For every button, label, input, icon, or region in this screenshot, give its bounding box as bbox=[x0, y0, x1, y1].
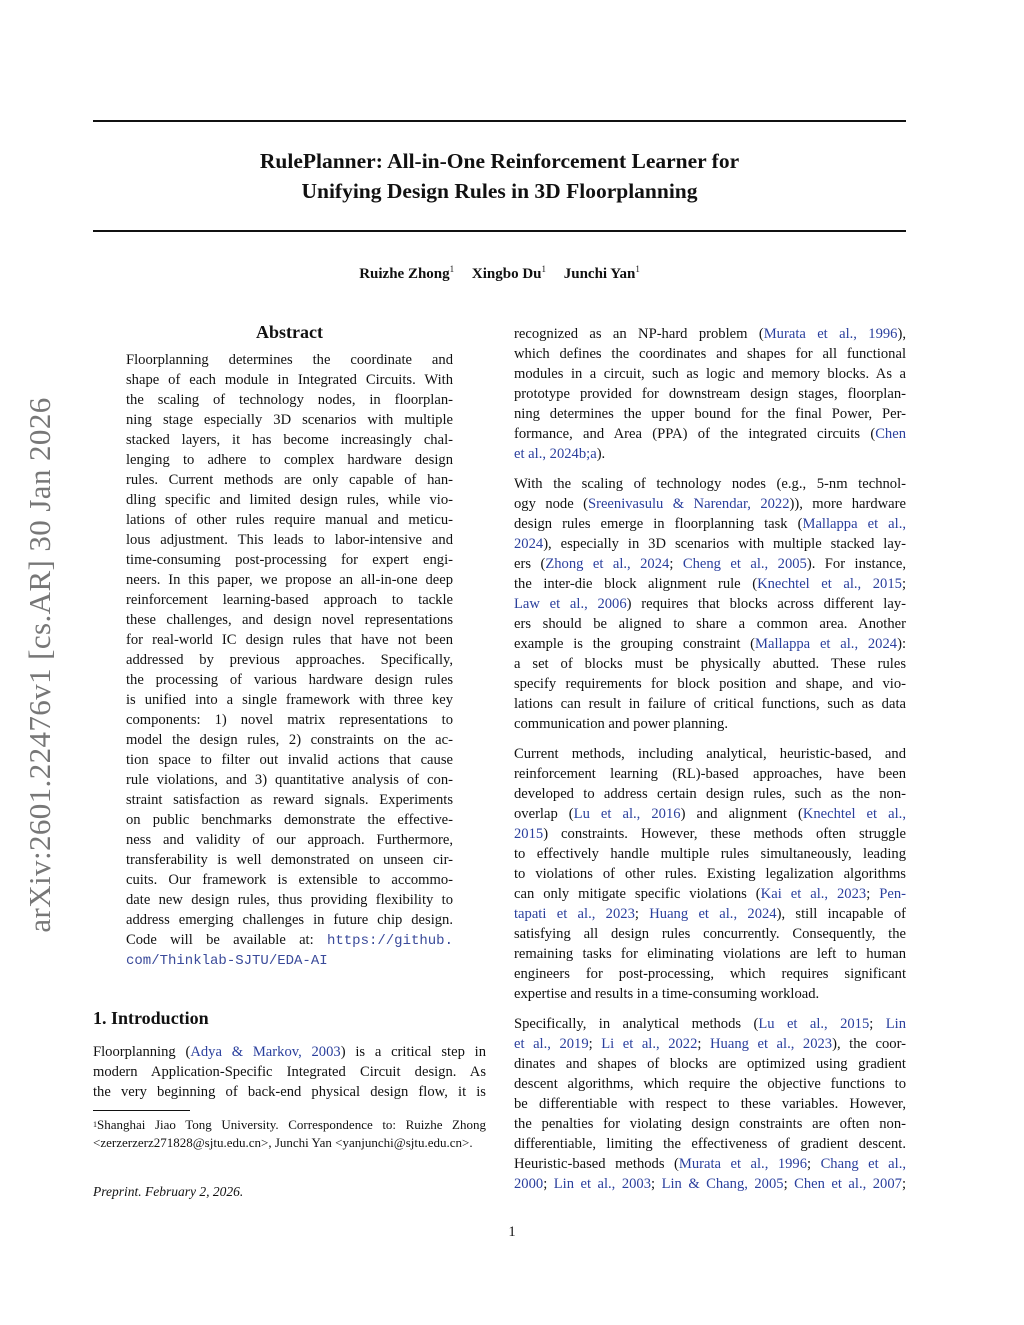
text-segment: ; bbox=[588, 1036, 602, 1052]
text-segment: a set of blocks must be physically abutted. These rules bbox=[514, 656, 906, 672]
citation-link[interactable]: Li et al., 2022 bbox=[601, 1036, 698, 1052]
citation-link[interactable]: Knechtel et al., 2015 bbox=[757, 576, 902, 592]
text-line bbox=[93, 1082, 486, 1102]
citation-link[interactable]: Huang et al., 2023 bbox=[710, 1036, 833, 1052]
citation-link[interactable]: Cheng et al., 2005 bbox=[682, 556, 807, 572]
text-segment: formance, and Area (PPA) of the integrated circuits ( bbox=[514, 426, 876, 442]
citation-link[interactable]: Chen bbox=[875, 426, 906, 442]
abstract-line: reinforcement learning-based approach to tackle bbox=[126, 592, 453, 608]
text-line bbox=[514, 1034, 906, 1054]
text-segment: expertise and results in a time-consuming workload. bbox=[514, 986, 820, 1002]
introduction-heading: 1. Introduction bbox=[93, 1008, 209, 1028]
code-availability-text: Code will be available at: bbox=[126, 932, 314, 948]
text-segment: descent algorithms, which require the objective functions to bbox=[514, 1076, 906, 1092]
citation-link[interactable]: Murata et al., 1996 bbox=[763, 326, 898, 342]
text-line bbox=[514, 714, 906, 734]
abstract-line: transferability is well demonstrated on unseen cir- bbox=[126, 852, 453, 868]
text-segment: ), the coor- bbox=[832, 1036, 907, 1052]
text-line bbox=[514, 984, 906, 1004]
text-line bbox=[514, 744, 906, 764]
text-line bbox=[514, 784, 906, 804]
text-segment: ogy node ( bbox=[514, 496, 588, 512]
abstract-line: stacked layers, it has become increasingly chal- bbox=[126, 432, 453, 448]
abstract-line: these challenges, and design novel representations bbox=[126, 612, 453, 628]
abstract-line: date new design rules, thus providing flexibility to bbox=[126, 892, 453, 908]
text-line bbox=[514, 864, 906, 884]
citation-link[interactable]: 2024 bbox=[514, 536, 544, 552]
citation-link[interactable]: 2000 bbox=[514, 1176, 544, 1192]
text-segment: ; bbox=[901, 1176, 906, 1192]
abstract-line: the processing of various hardware design rules bbox=[126, 672, 453, 688]
arxiv-side-label bbox=[22, 375, 58, 955]
text-line bbox=[514, 574, 906, 594]
title-line-2: Unifying Design Rules in 3D Floorplanning bbox=[301, 179, 698, 203]
citation-link[interactable]: 2015 bbox=[514, 826, 544, 842]
paragraph bbox=[514, 474, 906, 734]
text-line bbox=[514, 634, 906, 654]
abstract-line: dling specific and limited design rules, while vio- bbox=[126, 492, 453, 508]
citation-link[interactable]: Huang et al., 2024 bbox=[649, 906, 777, 922]
abstract-heading: Abstract bbox=[256, 322, 323, 342]
paragraph bbox=[514, 1014, 906, 1194]
text-line bbox=[514, 764, 906, 784]
text-segment: modern Application-Specific Integrated Circuit design. As bbox=[93, 1064, 486, 1080]
citation-link[interactable]: Pen- bbox=[879, 886, 906, 902]
text-line bbox=[514, 824, 906, 844]
text-line bbox=[514, 1094, 906, 1114]
text-segment: which defines the coordinates and shapes for all functional bbox=[514, 346, 906, 362]
text-line bbox=[514, 364, 906, 384]
abstract-line: address emerging challenges in future chip design. bbox=[126, 912, 453, 928]
text-segment: ers should be aligned to share a common area. Another bbox=[514, 616, 906, 632]
text-segment: overlap ( bbox=[514, 806, 574, 822]
text-segment: satisfying all design rules concurrently. Consequently, the bbox=[514, 926, 906, 942]
abstract-line: is unified into a single framework with three key bbox=[126, 692, 453, 708]
text-line bbox=[514, 594, 906, 614]
text-segment: ): bbox=[897, 636, 906, 652]
footnote-rule bbox=[93, 1110, 190, 1111]
citation-link[interactable]: Sreenivasulu & Narendar, 2022 bbox=[587, 496, 790, 512]
text-line bbox=[514, 404, 906, 424]
text-line bbox=[514, 674, 906, 694]
text-line bbox=[514, 1014, 906, 1034]
text-segment: the very beginning of back-end physical design flow, it is bbox=[93, 1084, 486, 1100]
author-affiliation: 1 bbox=[541, 264, 546, 274]
text-line bbox=[514, 844, 906, 864]
citation-link[interactable]: Mallappa et al., bbox=[802, 516, 906, 532]
citation-link[interactable]: Kai et al., 2023 bbox=[760, 886, 867, 902]
text-line bbox=[93, 1042, 486, 1062]
text-line bbox=[514, 554, 906, 574]
citation-link[interactable]: Mallappa et al., 2024 bbox=[755, 636, 898, 652]
author-affiliation: 1 bbox=[449, 264, 455, 274]
text-segment: ), especially in 3D scenarios with multiple stacked lay- bbox=[543, 536, 906, 552]
paper-title bbox=[93, 146, 906, 206]
text-segment: reinforcement learning (RL)-based approaches, have been bbox=[514, 766, 906, 782]
abstract-line: lous adjustment. This leads to labor-intensive and bbox=[126, 532, 453, 548]
author-name: Junchi Yan bbox=[563, 266, 636, 282]
text-segment: ) and alignment ( bbox=[680, 806, 803, 822]
text-segment: communication and power planning. bbox=[514, 716, 728, 732]
abstract-line: rule violations, and 3) quantitative analysis of con- bbox=[126, 772, 453, 788]
page-number: 1 bbox=[508, 1224, 516, 1240]
right-column-text bbox=[514, 324, 906, 1194]
author-name: Ruizhe Zhong bbox=[359, 266, 450, 282]
text-segment: dinates and shapes of blocks are optimized using gradient bbox=[514, 1056, 906, 1072]
text-line bbox=[514, 444, 906, 464]
text-line bbox=[514, 534, 906, 554]
text-line bbox=[514, 1054, 906, 1074]
footnote-mark: 1 bbox=[93, 1120, 97, 1129]
abstract-line: shape of each module in Integrated Circuits. With bbox=[126, 372, 453, 388]
abstract-line: model the design rules, 2) constraints on the ac- bbox=[126, 732, 453, 748]
paragraph bbox=[514, 744, 906, 1004]
paragraph bbox=[514, 324, 906, 464]
text-line bbox=[514, 1114, 906, 1134]
abstract-line: lenging to adhere to complex hardware design bbox=[126, 452, 453, 468]
text-segment: ), still incapable of bbox=[776, 906, 906, 922]
text-segment: ) constraints. However, these methods often struggle bbox=[543, 826, 906, 842]
text-segment: ; bbox=[783, 1176, 795, 1192]
text-segment: the inter-die block alignment rule ( bbox=[514, 576, 758, 592]
text-line bbox=[514, 424, 906, 444]
text-line bbox=[514, 1174, 906, 1194]
text-segment: ). For instance, bbox=[806, 556, 906, 572]
abstract-code-line bbox=[126, 930, 453, 950]
text-segment: modules in a circuit, such as logic and memory blocks. As a bbox=[514, 366, 906, 382]
text-segment: recognized as an NP-hard problem ( bbox=[514, 326, 764, 342]
code-link-part-2[interactable]: com/Thinklab-SJTU/EDA-AI bbox=[126, 953, 328, 969]
title-bottom-rule bbox=[93, 230, 906, 232]
preprint-date: Preprint. February 2, 2026. bbox=[93, 1184, 244, 1199]
code-link-part-1[interactable]: https://github. bbox=[326, 933, 453, 949]
text-segment: ) requires that blocks across different lay- bbox=[626, 596, 906, 612]
text-segment: )), more hardware bbox=[789, 496, 907, 512]
abstract-code-line-2 bbox=[126, 950, 453, 970]
text-segment: ; bbox=[697, 1036, 711, 1052]
text-segment: ; bbox=[807, 1156, 821, 1172]
abstract-line: addressed by previous approaches. Specifically, bbox=[126, 652, 453, 668]
text-line bbox=[514, 344, 906, 364]
text-segment: ; bbox=[651, 1176, 662, 1192]
text-segment: lations can result in failure of critical functions, such as data bbox=[514, 696, 906, 712]
text-segment: ; bbox=[669, 556, 683, 572]
text-line bbox=[514, 1134, 906, 1154]
text-segment: can only mitigate specific violations ( bbox=[514, 886, 761, 902]
citation-link[interactable]: Lin bbox=[885, 1016, 906, 1032]
citation-link[interactable]: tapati et al., 2023 bbox=[514, 906, 635, 922]
title-top-rule bbox=[93, 120, 906, 122]
text-segment: Current methods, including analytical, heuristic-based, and bbox=[514, 746, 906, 762]
affiliation-footnote bbox=[93, 1116, 486, 1152]
text-segment: Specifically, in analytical methods ( bbox=[514, 1016, 759, 1032]
citation-link[interactable]: Knechtel et al., bbox=[802, 806, 906, 822]
author-list bbox=[93, 266, 906, 283]
citation-link[interactable]: Law et al., 2006 bbox=[514, 596, 627, 612]
author-affiliation: 1 bbox=[635, 264, 640, 274]
text-segment: ) is a critical step in bbox=[340, 1044, 486, 1060]
text-line bbox=[514, 884, 906, 904]
citation-link[interactable]: Murata et al., 1996 bbox=[678, 1156, 808, 1172]
citation-link[interactable]: Chang et al., bbox=[820, 1156, 907, 1172]
citation-link[interactable]: Adya & Markov, 2003 bbox=[190, 1044, 341, 1060]
text-segment: ; bbox=[543, 1176, 554, 1192]
text-segment: to effectively handle multiple rules simultaneously, leading bbox=[514, 846, 906, 862]
abstract-line: lations of other rules require manual and meticu- bbox=[126, 512, 453, 528]
text-segment: ), bbox=[897, 326, 906, 342]
title-line-1: RulePlanner: All-in-One Reinforcement Learner for bbox=[259, 149, 740, 173]
text-segment: Floorplanning ( bbox=[93, 1044, 191, 1060]
abstract-line: components: 1) novel matrix representations to bbox=[126, 712, 453, 728]
text-line bbox=[514, 964, 906, 984]
abstract-line: Floorplanning determines the coordinate and bbox=[126, 352, 453, 368]
abstract-body bbox=[126, 350, 453, 970]
citation-link[interactable]: Chen et al., 2007 bbox=[794, 1176, 902, 1192]
text-segment: With the scaling of technology nodes (e.g., 5-nm technol- bbox=[514, 476, 906, 492]
introduction-left-text bbox=[93, 1042, 486, 1102]
citation-link[interactable]: Lu et al., 2015 bbox=[758, 1016, 870, 1032]
text-line bbox=[514, 944, 906, 964]
text-line bbox=[514, 904, 906, 924]
text-segment: ; bbox=[869, 1016, 886, 1032]
citation-link[interactable]: et al., 2024b;a bbox=[514, 446, 597, 462]
text-segment: engineers for post-processing, which requires significant bbox=[514, 966, 906, 982]
abstract-line: ning stage especially 3D scenarios with multiple bbox=[126, 412, 453, 428]
text-line bbox=[514, 494, 906, 514]
abstract-line: ness and validity of our approach. Furthermore, bbox=[126, 832, 453, 848]
text-line bbox=[514, 614, 906, 634]
citation-link[interactable]: Lin et al., 2003 bbox=[553, 1176, 652, 1192]
text-segment: differentiable, limiting the effectiveness of gradient descent. bbox=[514, 1136, 906, 1152]
text-line bbox=[514, 924, 906, 944]
citation-link[interactable]: Lin & Chang, 2005 bbox=[661, 1176, 784, 1192]
abstract-line: time-consuming post-processing for expert engi- bbox=[126, 552, 453, 568]
text-line bbox=[514, 804, 906, 824]
abstract-line: the scaling of technology nodes, in floorplan- bbox=[126, 392, 453, 408]
text-line bbox=[514, 694, 906, 714]
citation-link[interactable]: Lu et al., 2016 bbox=[573, 806, 681, 822]
text-segment: Heuristic-based methods ( bbox=[514, 1156, 679, 1172]
abstract-line: for real-world IC design rules that have not been bbox=[126, 632, 453, 648]
abstract-line: cuits. Our framework is extensible to accommo- bbox=[126, 872, 453, 888]
citation-link[interactable]: Zhong et al., 2024 bbox=[545, 556, 670, 572]
text-line bbox=[514, 514, 906, 534]
text-segment: ers ( bbox=[514, 556, 546, 572]
text-segment: ). bbox=[596, 446, 606, 462]
text-line bbox=[93, 1062, 486, 1082]
abstract-line: straint satisfaction as reward signals. Experiments bbox=[126, 792, 453, 808]
abstract-line: on public benchmarks demonstrate the effective- bbox=[126, 812, 453, 828]
citation-link[interactable]: et al., 2019 bbox=[514, 1036, 589, 1052]
arxiv-identifier: arXiv:2601.22476v1 [cs.AR] 30 Jan 2026 bbox=[22, 397, 57, 933]
text-segment: ; bbox=[901, 576, 907, 592]
text-segment: example is the grouping constraint ( bbox=[514, 636, 756, 652]
text-line bbox=[514, 324, 906, 344]
text-line bbox=[514, 1074, 906, 1094]
abstract-line: neers. In this paper, we propose an all-in-one deep bbox=[126, 572, 453, 588]
text-line bbox=[514, 384, 906, 404]
text-segment: specify requirements for block position and shape, and vio- bbox=[514, 676, 906, 692]
text-segment: to violations of other rules. Existing legalization algorithms bbox=[514, 866, 906, 882]
text-segment: developed to address certain design rules, such as the non- bbox=[514, 786, 906, 802]
text-segment: prototype provided for downstream design stages, floorplan- bbox=[514, 386, 906, 402]
footnote-text: Shanghai Jiao Tong University. Correspondence to: Ruizhe Zhong <zerzerzerz271828@sjtu.edu.cn>, Junchi Yan <yanjunchi@sjtu.edu.cn>. bbox=[93, 1117, 486, 1150]
text-line bbox=[514, 654, 906, 674]
abstract-line: tion space to filter out invalid actions that cause bbox=[126, 752, 453, 768]
text-segment: ; bbox=[866, 886, 880, 902]
text-segment: ning determines the upper bound for the final Power, Per- bbox=[514, 406, 906, 422]
abstract-line: rules. Current methods are only capable of han- bbox=[126, 472, 453, 488]
text-line bbox=[514, 1154, 906, 1174]
author-name: Xingbo Du bbox=[471, 266, 542, 282]
text-segment: remaining tasks for eliminating violations are left to human bbox=[514, 946, 906, 962]
text-segment: be differentiable with respect to these variables. However, bbox=[514, 1096, 906, 1112]
text-segment: design rules emerge in floorplanning task ( bbox=[514, 516, 803, 532]
text-segment: the penalties for violating design constraints are often non- bbox=[514, 1116, 906, 1132]
text-line bbox=[514, 474, 906, 494]
text-segment: ; bbox=[634, 906, 650, 922]
